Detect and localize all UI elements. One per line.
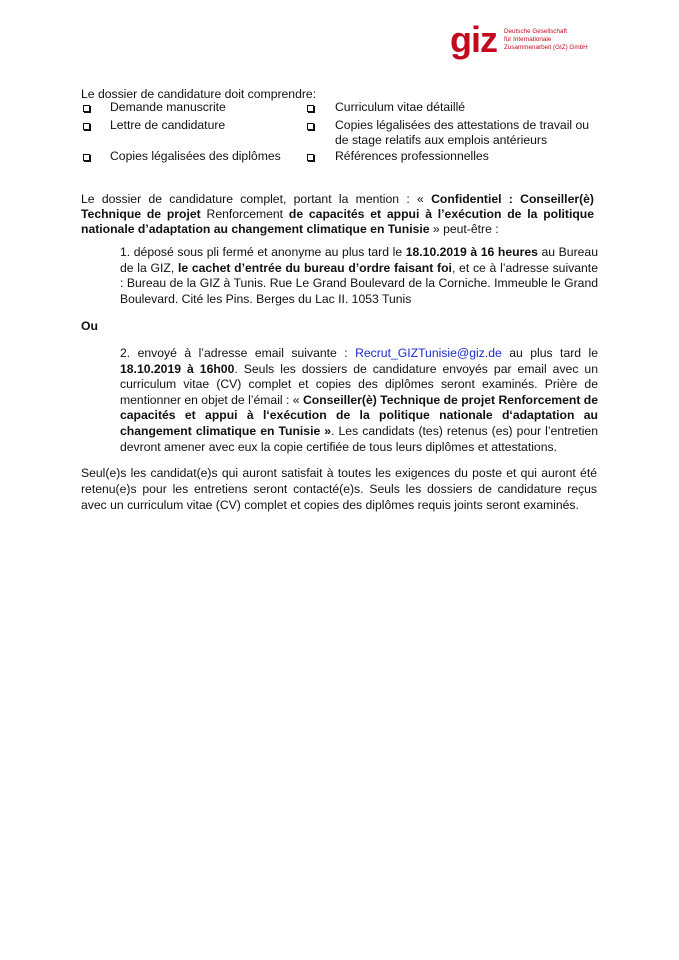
option1-text: au Bureau de la GIZ, [120,245,598,275]
option2-deadline: 18.10.2019 à 16h00 [120,361,235,376]
submission-paragraph [81,192,594,237]
checkbox-icon [82,103,92,113]
checklist-item: Curriculum vitae détaillé [335,100,466,114]
option1-deadline: 18.10.2019 à 16 heures [405,245,538,259]
checklist-item: Copies légalisées des diplômes [110,149,281,163]
option2-text: 2. envoyé à l’adresse email suivante : [120,346,356,360]
giz-logo-line: Deutsche Gesellschaft [504,28,567,35]
para1-bold-subject: de capacités et appui à l’exécution de la politique nationale d’adaptation au changement climatique en Tunisie [81,207,594,236]
checkbox-icon [306,152,316,162]
giz-logo-text [504,28,588,52]
para1-bold-title: Confidentiel : Conseiller(è) Technique de projet [81,192,594,221]
checkbox-icon [306,121,316,131]
para1-text: » peut-être : [429,222,499,236]
para1-text: Renforcement [200,207,289,221]
giz-logo-line: für Internationale [504,36,552,43]
closing-paragraph: Seul(e)s les candidat(e)s qui auront satisfait à toutes les exigences du poste et qui auront été retenu(e)s pour les entretiens seront contacté(e)s. Seuls les dossiers de candidature reçus avec un curriculum vitae (CV) complet et copies des diplômes requis joints seront examinés. [81,466,597,512]
option-2-paragraph [120,346,598,455]
checkbox-icon [82,152,92,162]
intro-text: Le dossier de candidature doit comprendre: [81,87,317,101]
giz-logo-line: Zusammenarbeit (GIZ) GmbH [504,44,588,51]
checklist-item: Copies légalisées des attestations de travail ou de stage relatifs aux emplois antérieurs [335,118,590,147]
para1-text: Le dossier de candidature complet, portant la mention : « [81,192,432,206]
checklist-item: Lettre de candidature [110,118,226,132]
option2-subject: Conseiller(è) Technique de projet Renforcement de capacités et appui à l‘exécution de la politique nationale d‘adaptation au changement climatique en Tunisie » [120,392,599,438]
option1-address: , et ce à l’adresse suivante : Bureau de la GIZ à Tunis. Rue Le Grand Boulevard de la Corniche. Immeuble le Grand Boulevard. Cité les Pins. Berges du Lac II. 1053 Tunis [120,260,598,306]
giz-logo [450,19,600,64]
giz-logo-mark: giz [450,19,497,60]
option2-text: . Seuls les dossiers de candidature envoyés par email avec un curriculum vitae (CV) complet et copies des diplômes seront examinés. Prière de mentionner en objet de l’émail : « [120,361,598,407]
option-1-paragraph [120,245,598,307]
option2-text: . Les candidats (tes) retenus (es) pour l’entretien devront amener avec eux la copie certifiée de tous leurs diplômes et attestations. [120,423,598,454]
checklist-item: Références professionnelles [335,149,489,163]
option1-stamp-note: le cachet d’entrée du bureau d’ordre faisant foi [177,260,452,275]
checkbox-icon [82,121,92,131]
checklist-item: Demande manuscrite [110,100,226,114]
or-label: Ou [81,319,98,333]
checkbox-icon [306,103,316,113]
email-link[interactable]: Recrut_GIZTunisie@giz.de [355,346,502,360]
option2-text: au plus tard le [501,346,598,360]
option1-text: 1. déposé sous pli fermé et anonyme au plus tard le [120,245,406,259]
